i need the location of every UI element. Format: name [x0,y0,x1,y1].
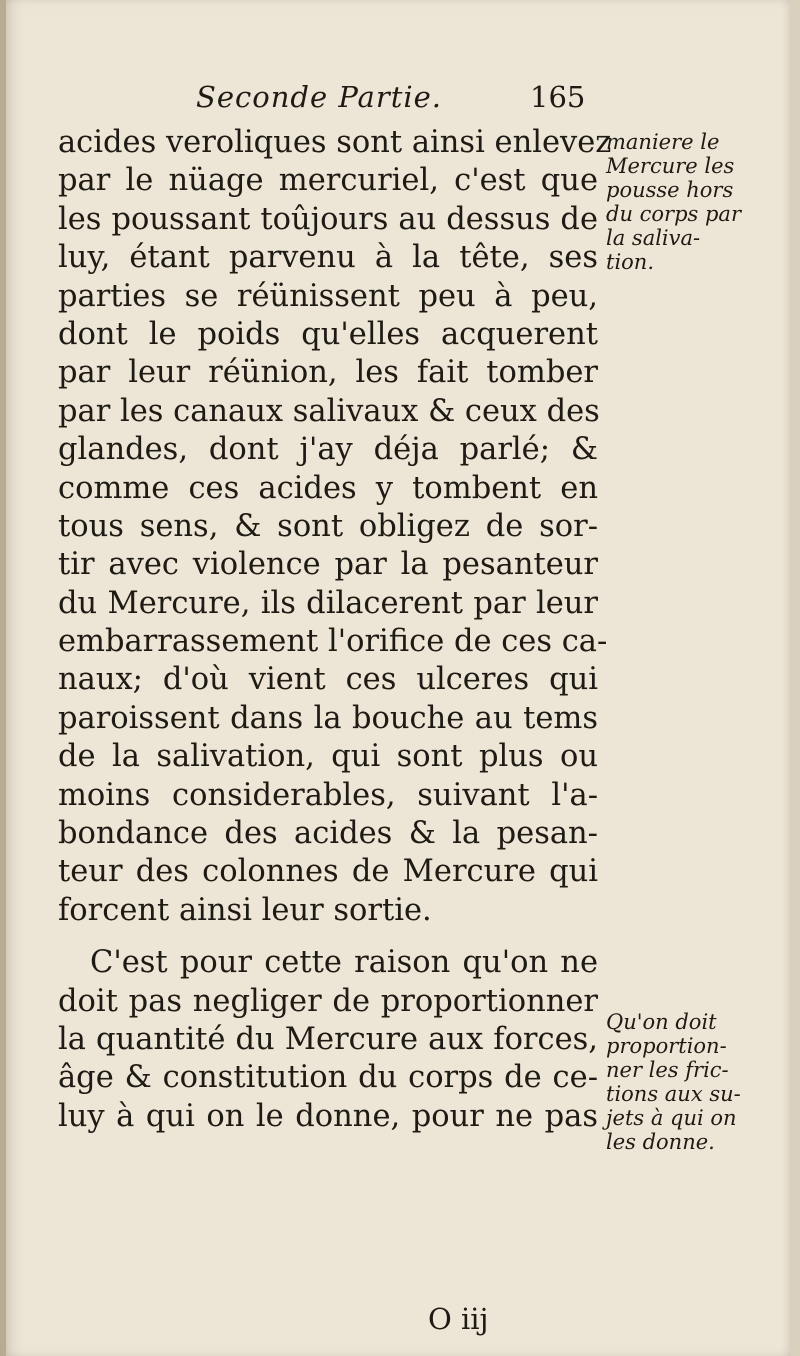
text-line: teur des colonnes de Mercure qui [58,854,598,890]
text-line: de la salivation, qui sont plus ou [58,739,598,775]
text-line: par le nüage mercuriel, c'est que [58,163,598,199]
margin-note-line: ner les fric- [606,1058,729,1082]
running-title: Seconde Partie. [196,80,443,114]
margin-note-line: jets à qui on [606,1106,737,1130]
text-line: les poussant toûjours au dessus de [58,201,598,237]
text-line: parties se réünissent peu à peu, [58,278,598,314]
body-text [58,124,612,1136]
text-line: doit pas negliger de proportionner [58,983,598,1019]
text-line: comme ces acides y tombent en [58,470,598,506]
margin-note-line: Mercure les [606,154,735,178]
text-line: moins considerables, suivant l'a- [58,777,598,813]
margin-note-line: Qu'on doit [606,1010,717,1034]
text-line: par les canaux salivaux & ceux des [58,393,600,429]
margin-note-line: maniere le [606,130,720,154]
margin-note-line: du corps par [606,202,741,226]
page-number: 165 [530,80,586,114]
text-line: acides veroliques sont ainsi enlevez [58,125,612,160]
margin-note [606,130,766,274]
text-line: par leur réünion, les fait tomber [58,355,598,391]
text-line: dont le poids qu'elles acquerent [58,316,598,352]
text-line: âge & constitution du corps de ce- [58,1060,598,1096]
text-line: la quantité du Mercure aux forces, [58,1021,598,1057]
margin-note-line: tion. [606,250,654,274]
margin-note [606,1010,766,1154]
margin-note-line: les donne. [606,1130,715,1154]
text-line: glandes, dont j'ay déja parlé; & [58,432,598,468]
margin-note-line: proportion- [606,1034,727,1058]
text-line: forcent ainsi leur sortie. [58,892,432,928]
page-binding-edge [0,0,6,1356]
margin-note-line: tions aux su- [606,1082,741,1106]
text-line: bondance des acides & la pesan- [58,816,598,852]
signature-mark: O iij [428,1302,489,1336]
text-line: embarrassement l'orifice de ces ca- [58,624,608,660]
page-header [0,80,800,120]
text-line: luy à qui on le donne, pour ne pas [58,1098,598,1134]
text-line: naux; d'où vient ces ulceres qui [58,662,598,698]
paragraph-start-line: C'est pour cette raison qu'on ne [90,945,598,981]
text-line: luy, étant parvenu à la tête, ses [58,240,598,276]
text-line: tir avec violence par la pesanteur [58,547,598,583]
text-line: tous sens, & sont obligez de sor- [58,508,598,544]
text-line: paroissent dans la bouche au tems [58,700,598,736]
text-line: du Mercure, ils dilacerent par leur [58,585,598,621]
margin-note-line: la saliva- [606,226,701,250]
margin-note-line: pousse hors [606,178,734,202]
